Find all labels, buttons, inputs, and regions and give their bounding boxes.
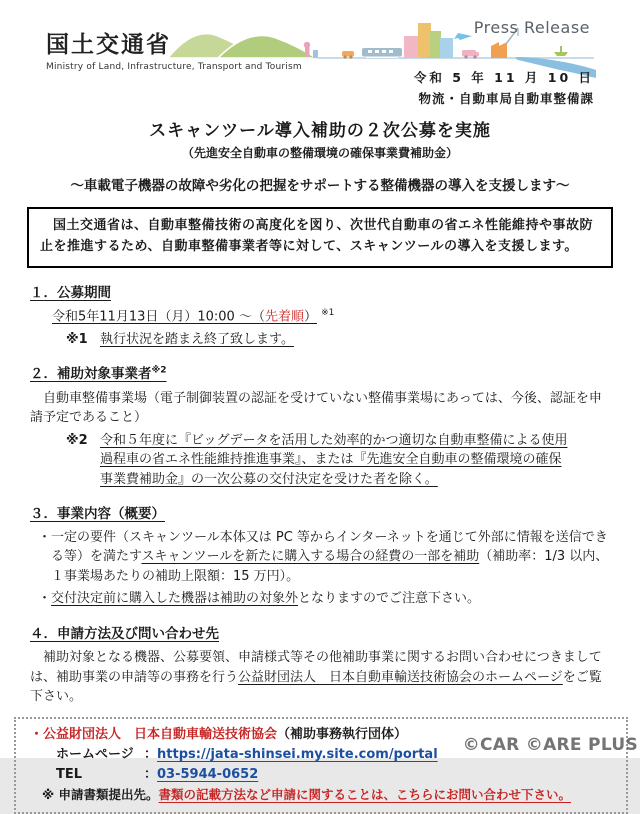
- contact-info-box: [14, 717, 628, 814]
- tel-number-link[interactable]: 03-5944-0652: [157, 767, 259, 783]
- bullet-mark: ・: [38, 529, 52, 545]
- contact-note-black: ※ 申請書類提出先。: [42, 787, 159, 803]
- section-eligible-businesses: [30, 364, 610, 489]
- building-pink: [404, 36, 419, 58]
- outline-bullet-2: ・交付決定前に購入した機器は補助の対象外となりますのでご注意下さい。: [38, 591, 481, 607]
- section1-heading: １．公募期間: [30, 284, 111, 301]
- car-care-plus-watermark: ©CAR ©ARE PLUS: [462, 735, 638, 755]
- period-text: 令和5年11月13日（月）10:00 ～（: [52, 309, 265, 325]
- car-figure: [342, 51, 354, 57]
- eligible-businesses-text: 自動車整備事業場（電子制御装置の認証を受けていない整備事業場にあっては、今後、認証を申請予定であること）: [30, 390, 602, 426]
- factory-figure: [491, 42, 507, 58]
- section2-heading: ２．補助対象事業者$^{※2}$: [30, 365, 167, 383]
- contact-org-role: （補助事務執行団体）: [277, 726, 408, 742]
- homepage-label: ホームページ: [56, 747, 134, 763]
- section-application-contact: [30, 624, 610, 707]
- document-body: [0, 283, 640, 707]
- summary-box: 国土交通省は、自動車整備技術の高度化を図り、次世代自動車の省エネ性能維持や事故防止を推進するため、自動車整備事業者等に対して、スキャンツールの導入を支援します。: [27, 207, 613, 268]
- section-application-period: [30, 283, 610, 350]
- footnote1-text: 執行状況を踏まえ終了致します。: [100, 331, 294, 347]
- homepage-link[interactable]: https://jata-shinsei.my.site.com/portal: [157, 747, 438, 763]
- homepage-line: ホームページ ：https://jata-shinsei.my.site.com/portal: [56, 745, 616, 765]
- release-date: 令和 5 年 11 月 10 日: [413, 70, 594, 85]
- pre-purchase-warning-underlined: 交付決定前に購入した機器は補助の対象外: [51, 591, 299, 607]
- contact-org-name: ・公益財団法人 日本自動車輸送技術協会: [30, 726, 278, 742]
- document-title: スキャンツール導入補助の２次公募を実施: [149, 121, 491, 141]
- first-come-first-served-text: 先着順: [264, 309, 304, 325]
- issuing-department: 物流・自動車局自動車整備課: [418, 91, 594, 106]
- section-project-outline: [30, 504, 610, 609]
- ministry-name-en: Ministry of Land, Infrastructure, Transport and Tourism: [46, 62, 302, 72]
- footnote1-label: ※1: [66, 331, 88, 347]
- press-release-label: Press Release: [473, 18, 590, 37]
- footnote1: [66, 330, 610, 350]
- application-contact-text: 補助対象となる機器、公募要領、申請様式等その他補助事業に関するお問い合わせにつきましては、補助事業の申請等の事務を行う公益財団法人 日本自動車輸送技術協会のホームページをご覧下さい。: [30, 650, 602, 705]
- application-period-line: 令和5年11月13日（月）10:00 ～（先着順） $^{※1}$: [52, 308, 335, 325]
- building-green: [430, 31, 441, 58]
- section3-heading: ３．事業内容（概要）: [30, 506, 165, 523]
- boat-figure: [554, 52, 568, 56]
- subsidy-scope-underlined: スキャンツールを新たに購入する場合の経費の一部を補助: [141, 549, 480, 565]
- footnote2-label: ※2: [66, 432, 88, 448]
- tel-label: TEL: [56, 767, 83, 783]
- footnote1-ref: ※1: [321, 308, 335, 319]
- outline-bullet-1: ・一定の要件（スキャンツール本体又は PC 等からインターネットを通じて外部に情報を送信できる等）を満たすスキャンツールを新たに購入する場合の経費の一部を補助（補助率：1/3 以内、１事業場あたりの補助上限額：15 万円）。: [38, 529, 609, 584]
- contact-note-red-underlined: 書類の記載方法など申請に関することは、こちらにお問い合わせ下さい。: [158, 787, 572, 803]
- document-tagline: ～車載電子機器の故障や劣化の把握をサポートする整備機器の導入を支援します～: [70, 178, 570, 194]
- ministry-name-ja: 国土交通省: [46, 32, 171, 58]
- header: [0, 0, 640, 106]
- telephone-line: TEL ：03-5944-0652: [56, 765, 616, 785]
- airplane-figure: [454, 33, 472, 40]
- section4-heading: ４．申請方法及び問い合わせ先: [30, 625, 219, 642]
- truck-figure: [462, 50, 476, 57]
- association-homepage-underlined: 公益財団法人 日本自動車輸送技術協会のホームページ: [238, 669, 563, 685]
- document-subtitle: （先進安全自動車の整備環境の確保事業費補助金）: [181, 146, 458, 160]
- bullet-mark: ・: [38, 591, 52, 607]
- footnote2: [66, 431, 610, 490]
- hill-right: [218, 36, 316, 59]
- footnote2-ref: ※2: [151, 365, 167, 376]
- date-block: [414, 68, 594, 107]
- building-amber: [418, 23, 431, 58]
- footnote2-text: 令和５年度に『ビッグデータを活用した効率的かつ適切な自動車整備による使用過程車の省エネ性能維持推進事業』、または『先進安全自動車の整備環境の確保事業費補助金』の一次公募の交付決定を受けた者を除く。: [100, 432, 568, 487]
- contact-note-line: [42, 785, 616, 804]
- building-blue: [440, 38, 453, 58]
